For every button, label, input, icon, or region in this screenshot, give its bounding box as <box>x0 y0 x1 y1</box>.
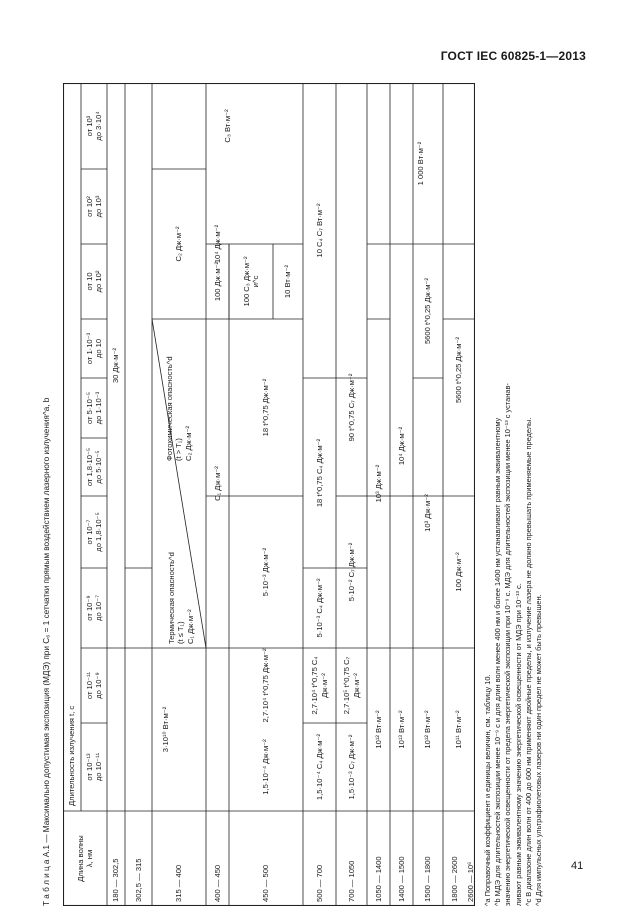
cell-vis-a: 1,5·10⁻⁴ Дж·м⁻² <box>261 739 271 795</box>
header-col-10: от 10³ до 3·10⁴ <box>84 111 103 141</box>
note-b: ^b МДЭ для длительностей экспозиции менее 10⁻⁹ с и для длин волн менее 400 нм и более 1400 нм устанавливают равным эквивалентному <box>493 417 503 906</box>
cell-c1: C₁ Дж·м⁻² <box>212 466 222 501</box>
cell-w-1e11: 10¹¹ Вт·м⁻² <box>454 710 464 749</box>
band-label: 1050 — 1400 <box>373 856 383 902</box>
header-col-8: от 10 до 10² <box>84 270 103 293</box>
band-label: 700 — 1050 <box>346 860 356 902</box>
cell-photochemical: Фотохимическая опасность^d (t > T₁) C₂ Дж·м⁻² <box>164 356 193 461</box>
cell-ir-b: 2,7·10⁴ t^0,75 C₄ Дж·м⁻² <box>310 656 329 715</box>
cell-j100: 100 Дж·м⁻² <box>212 261 222 302</box>
cell-w-1e13: 10¹³ Вт·м⁻² <box>396 710 406 749</box>
cell-j-5600-b: 5600 t^0,25 Дж·м⁻² <box>454 336 464 404</box>
rotated-table-sheet <box>42 83 572 906</box>
band-label: 500 — 700 <box>314 864 324 902</box>
cell-j-1e3-b: 10³ Дж·м⁻² <box>423 494 433 532</box>
band-label: 450 — 500 <box>261 864 271 902</box>
header-col-7: от 1·10⁻³ до 10 <box>84 332 103 365</box>
document-header: ГОСТ IEC 60825-1—2013 <box>440 49 586 63</box>
header-col-6: от 5·10⁻⁵ до 1·10⁻³ <box>84 391 103 425</box>
cell-ir-c: 5·10⁻³ C₄ Дж·м⁻² <box>314 578 324 638</box>
cell-j-1e3-a: 10³ Дж·м⁻² <box>373 464 383 503</box>
cell-w-1000: 1 000 Вт·м⁻² <box>416 141 426 186</box>
cell-nir-d: 90 t^0,75 C₇ Дж·м⁻² <box>346 373 356 442</box>
cell-nir-b: 2,7·10⁵ t^0,75 C₇ Дж·м⁻² <box>342 656 361 715</box>
cell-uv-short: 30 Дж·м⁻² <box>111 347 121 384</box>
cell-vis-d: 18 t^0,75 Дж·м⁻² <box>261 378 271 437</box>
band-label: 315 — 400 <box>174 864 184 902</box>
band-label: 302,5 — 315 <box>133 858 143 902</box>
cell-c3-w: C₃ Вт·м⁻² <box>222 109 232 143</box>
note-b-cont: ливают равным эквивалентному значению энергетической освещенности от МДЭ при 10⁻¹³ с. <box>513 583 523 906</box>
header-duration: Длительность излучения t, с <box>67 705 77 806</box>
header-wavelength: Длина волны λ, нм <box>75 835 94 882</box>
note-a: ^a Поправочный коэффициент и единицы величин, см. таблицу 10. <box>483 674 492 906</box>
cell-e4: 10⁴ Дж·м⁻² <box>212 224 222 264</box>
cell-vis-c: 5·10⁻³ Дж·м⁻² <box>261 547 271 597</box>
cell-j-5600-a: 5600 t^0,25 Дж·м⁻² <box>423 277 433 345</box>
header-col-5: от 1,8·10⁻⁵ до 5·10⁻⁵ <box>84 447 103 487</box>
header-col-4: от 10⁻⁷ до 1,8·10⁻⁵ <box>84 512 103 552</box>
table-caption: Т а б л и ц а А.1 — Максимально допустимая экспозиция (МДЭ) при C₆ = 1 сетчатки прямым воздействием лазерного излучения^a, b <box>42 397 51 906</box>
cell-ir-a: 1,5·10⁻⁴ C₄ Дж·м⁻² <box>314 733 324 801</box>
cell-j-1e4: 10⁴ Дж·м⁻² <box>396 426 406 466</box>
band-label: 1400 — 1500 <box>396 856 406 902</box>
header-col-1: от 10⁻¹³ до 10⁻¹¹ <box>84 752 103 782</box>
cell-thermal: Термическая опасность^d (t ≤ T₁) C₁ Дж·м⁻² <box>166 552 195 644</box>
note-d: ^d Для импульсных ультрафиолетовых лазеров ни один предел не может быть превышен. <box>534 594 544 906</box>
band-label: 1800 — 2600 <box>449 856 459 902</box>
band-label: 180 — 302,5 <box>111 858 121 902</box>
cell-j-100: 100 Дж·м⁻² <box>454 552 464 592</box>
cell-w-1e12-a: 10¹² Вт·м⁻² <box>373 710 383 749</box>
table-notes <box>483 83 544 906</box>
note-b-cont: значению энергетической освещенности от предела энергетической экспозиции при 10⁻⁹ с. МДЭ для длительностей экспозиции менее 10⁻¹³ с устанав- <box>503 383 513 906</box>
header-col-2: от 10⁻¹¹ до 10⁻⁹ <box>84 671 103 700</box>
cell-c3-j: 100 C₃ Дж·м⁻² и^c <box>241 256 260 307</box>
cell-c2: C₂ Дж·м⁻² <box>174 226 184 262</box>
note-c: ^c В диапазоне длин волн от 400 до 600 нм применяют двойные пределы, и излучение лазера не должно превышать применяемые пределы. <box>523 417 533 906</box>
cell-w-1e12-b: 10¹² Вт·м⁻² <box>423 710 433 749</box>
cell-nir-c: 5·10⁻² C₇ Дж·м⁻² <box>346 542 356 602</box>
band-label: 2600 — 10⁶ <box>465 861 475 902</box>
mpe-table <box>63 83 475 906</box>
cell-ir-e: 10 C₄ C₇ Вт·м⁻² <box>314 203 324 258</box>
cell-nir-a: 1,5·10⁻³ C₇ Дж·м⁻² <box>346 734 356 800</box>
cell-uv-mid: 3·10¹⁰ Вт·м⁻² <box>160 706 170 753</box>
band-label: 400 — 450 <box>212 864 222 902</box>
header-col-9: от 10² до 10³ <box>84 195 103 218</box>
cell-vis-b: 2,7·10⁴ t^0,75 Дж·м⁻² <box>261 648 271 723</box>
band-label: 1500 — 1800 <box>423 856 433 902</box>
header-col-3: от 10⁻⁹ до 10⁻⁷ <box>84 595 103 621</box>
cell-ir-d: 18 t^0,75 C₄ Дж·м⁻² <box>314 438 324 508</box>
cell-w10: 10 Вт·м⁻² <box>283 264 293 299</box>
page-number: 41 <box>571 860 584 872</box>
